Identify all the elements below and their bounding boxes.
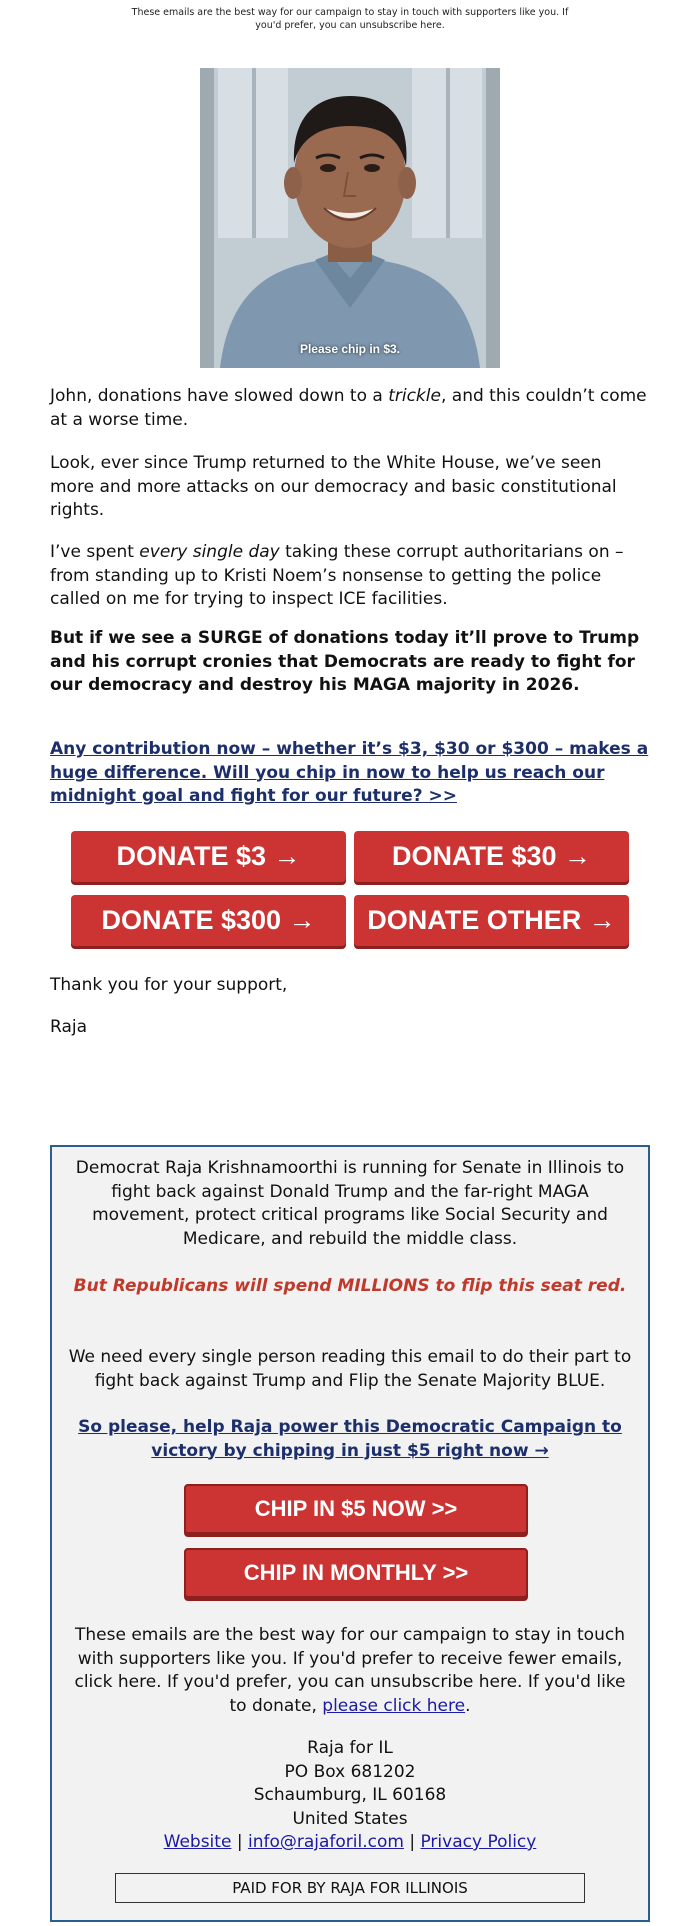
paragraph-attacks: Look, ever since Trump returned to the White House, we’ve seen more and more attacks on our democracy and basic constitutional rights.: [50, 453, 617, 520]
footer-links: [64, 1831, 636, 1855]
paragraph-text: I’ve spent: [50, 542, 140, 562]
mailing-address: [64, 1737, 636, 1831]
link-separator: |: [409, 1832, 416, 1852]
thanks-text: Thank you for your support,: [50, 975, 288, 995]
donate-other-button[interactable]: DONATE OTHER →: [354, 895, 629, 946]
unsubscribe-copy: These emails are the best way for our campaign to stay in touch with supporters like you. If you'd prefer to receive fewer emails, click here. If you'd prefer, you can unsubscribe here. If you'd like to donate,: [74, 1625, 626, 1716]
paragraph-text: , and this couldn’t come at a worse time.: [50, 386, 647, 430]
unsubscribe-text: [64, 1624, 636, 1718]
website-link[interactable]: Website: [163, 1832, 232, 1852]
candidate-photo: [200, 68, 500, 368]
paid-for-disclaimer: PAID FOR BY RAJA FOR ILLINOIS: [115, 1873, 585, 1903]
footer-box: [50, 1145, 650, 1922]
link-separator: |: [236, 1832, 243, 1852]
footer-warning: But Republicans will spend MILLIONS to flip this seat red.: [73, 1276, 627, 1296]
address-line: Schaumburg, IL 60168: [253, 1785, 447, 1805]
paragraph-text: John, donations have slowed down to a: [50, 386, 389, 406]
footer-call-to-action: We need every single person reading this email to do their part to fight back against Trump and Flip the Senate Majority BLUE.: [68, 1347, 632, 1391]
donate-3-button[interactable]: DONATE $3 →: [71, 831, 346, 882]
address-line: PO Box 681202: [284, 1761, 416, 1782]
footer-link-paragraph: [64, 1416, 636, 1463]
emphasis-text: trickle: [388, 386, 441, 406]
privacy-policy-link[interactable]: Privacy Policy: [420, 1832, 537, 1852]
paragraph-trickle: [50, 385, 650, 432]
address-line: United States: [292, 1808, 408, 1829]
unsubscribe-period: .: [465, 1695, 471, 1716]
signature: Raja: [50, 1017, 87, 1037]
paragraph-surge: But if we see a SURGE of donations today it’ll prove to Trump and his corrupt cronies that Democrats are ready to fight for our democracy and destroy his MAGA majority in 2026.: [50, 628, 640, 695]
donate-300-button[interactable]: DONATE $300 →: [71, 895, 346, 946]
hero-caption: Please chip in $3.: [299, 342, 401, 356]
donate-click-here-link[interactable]: please click here: [322, 1695, 466, 1716]
emphasis-text: every single day: [139, 542, 280, 562]
chip-in-5-button[interactable]: CHIP IN $5 NOW >>: [184, 1484, 528, 1534]
chip-in-monthly-button[interactable]: CHIP IN MONTHLY >>: [184, 1548, 528, 1598]
preheader-text: These emails are the best way for our campaign to stay in touch with supporters like you. If you'd prefer, you can unsubscribe here.: [131, 7, 569, 31]
contribution-link[interactable]: Any contribution now – whether it’s $3, $30 or $300 – makes a huge difference. Will you chip in now to help us reach our midnight goal and fight for our future? >>: [50, 739, 649, 806]
contribution-link-paragraph: [50, 738, 650, 809]
email-link[interactable]: info@rajaforil.com: [247, 1832, 404, 1852]
footer-intro: Democrat Raja Krishnamoorthi is running for Senate in Illinois to fight back against Donald Trump and the far-right MAGA movement, protect critical programs like Social Security and Medicare, and rebuild the middle class.: [75, 1158, 625, 1249]
donate-30-button[interactable]: DONATE $30 →: [354, 831, 629, 882]
paragraph-every-day: [50, 541, 650, 612]
footer-chip-link[interactable]: So please, help Raja power this Democratic Campaign to victory by chipping in just $5 right now →: [78, 1417, 622, 1461]
address-line: Raja for IL: [307, 1738, 393, 1758]
hero-image[interactable]: [200, 68, 500, 368]
paragraph-text: taking these corrupt authoritarians on – from standing up to Kristi Noem’s nonsense to getting the police called on me for trying to inspect ICE facilities.: [50, 542, 624, 609]
